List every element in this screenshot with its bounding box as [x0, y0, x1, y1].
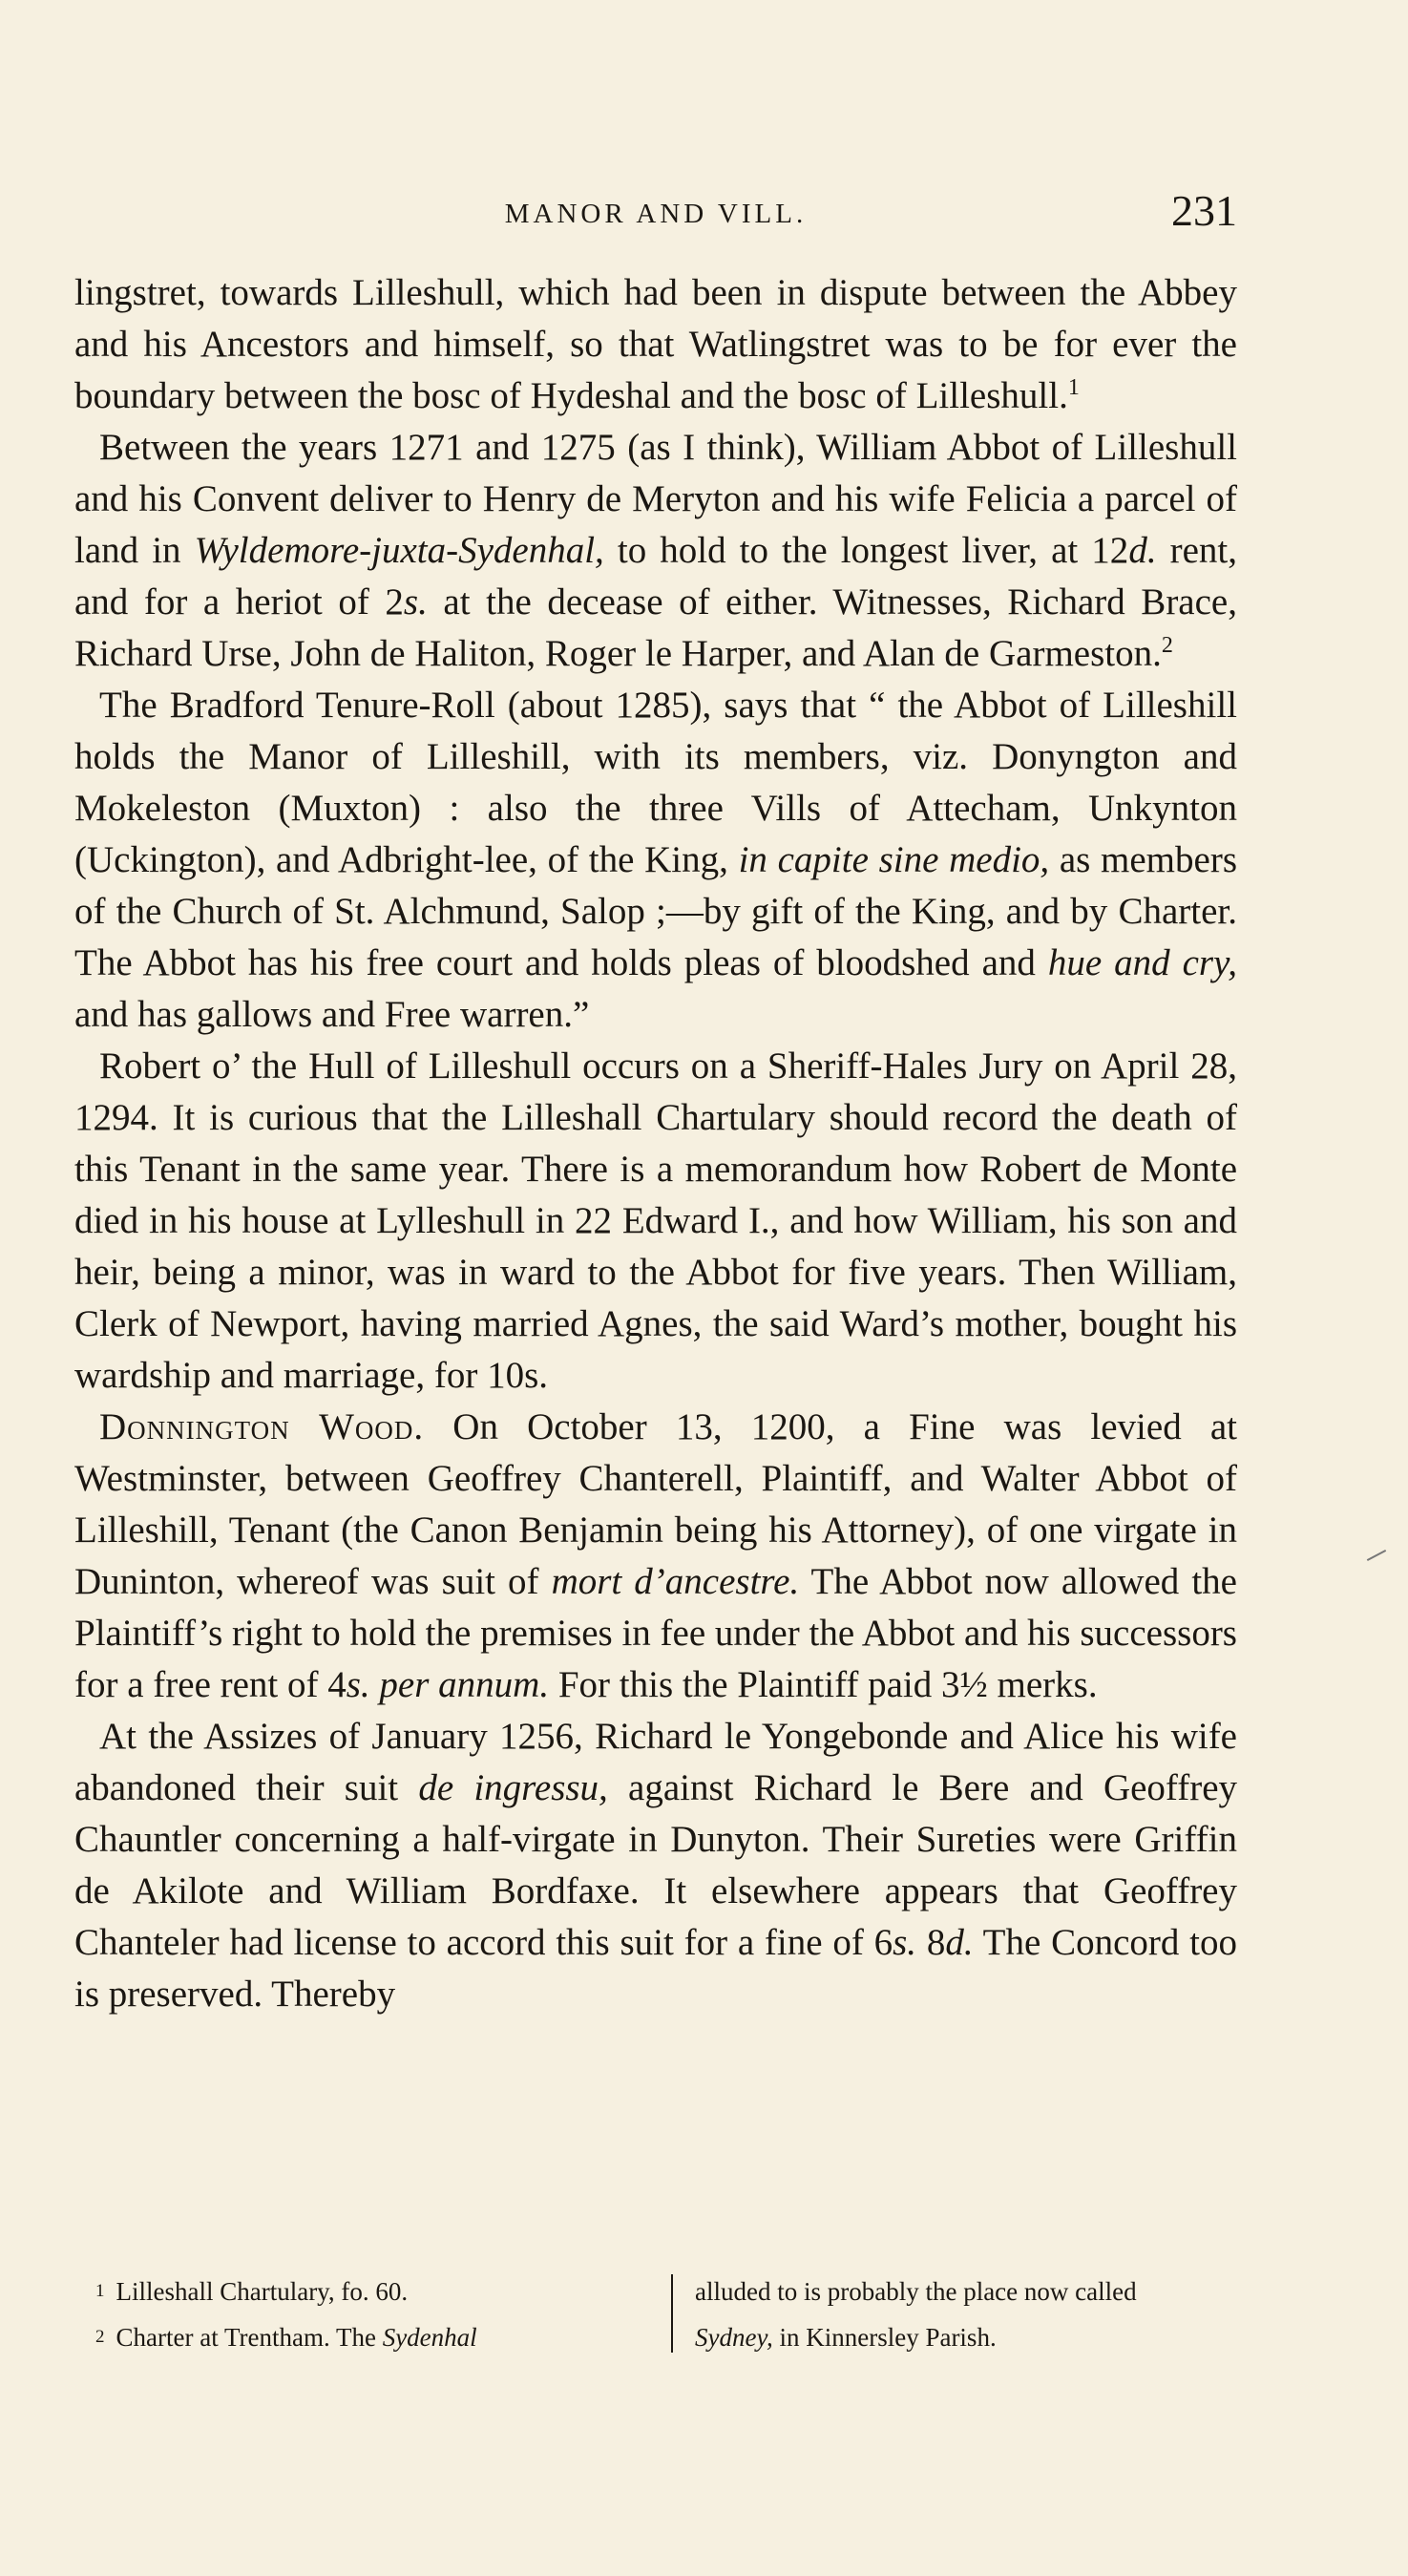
section-heading: Donnington Wood. — [99, 1406, 425, 1447]
footnote-2-cont-1: alluded to is probably the place now called — [695, 2277, 1137, 2306]
footnote-2-start: 2 Charter at Trentham. The Sydenhal — [95, 2323, 477, 2352]
footnote-1: 1 Lilleshall Chartulary, fo. 60. — [95, 2277, 409, 2306]
paragraph-6: At the Assizes of January 1256, Richard le Yongebonde and Alice his wife abandoned their suit de ingressu, against Richard le Bere and Geoffrey Chauntler concerning a half-virgate in Dunyton. Their Sureties were Griffin de Akilote and William Bordfaxe. It elsewhere appears that Geoffrey Chanteler had license to accord this suit for a fine of 6s. 8d. The Concord too is preserved. Thereby — [74, 1716, 1238, 2015]
footnote-ref-1: 1 — [1067, 375, 1080, 400]
page-header — [74, 186, 1237, 256]
footnote-2-cont-2: Sydney, in Kinnersley Parish. — [695, 2323, 997, 2352]
body-text — [74, 267, 1237, 2020]
page-number: 231 — [1171, 186, 1237, 235]
paragraph-3: The Bradford Tenure-Roll (about 1285), says that “ the Abbot of Lilleshill holds the Manor of Lilleshill, with its members, viz. Donyngton and Mokeleston (Muxton) : also the three Vills of Attecham, Unkynton (Uckington), and Adbright-lee, of the King, in capite sine medio, as members of the Church of St. Alchmund, Salop ;—by gift of the King, and by Charter. The Abbot has his free court and holds pleas of bloodshed and hue and cry, and has gallows and Free warren.” — [74, 685, 1237, 1035]
paragraph-2: Between the years 1271 and 1275 (as I think), William Abbot of Lilleshull and his Convent deliver to Henry de Meryton and his wife Felicia a parcel of land in Wyldemore-juxta-Sydenhal, to hold to the longest liver, at 12d. rent, and for a heriot of 2s. at the decease of either. Witnesses, Richard Brace, Richard Urse, John de Haliton, Roger le Harper, and Alan de Garmeston.$^2$ — [74, 427, 1237, 674]
paragraph-4: Robert o’ the Hull of Lilleshull occurs on a Sheriff-Hales Jury on April 28, 1294. It is curious that the Lilleshall Chartulary should record the death of this Tenant in the same year. There is a memorandum how Robert de Monte died in his house at Lylleshull in 22 Edward I., and how William, his son and heir, being a minor, was in ward to the Abbot for five years. Then William, Clerk of Newport, having married Agnes, the said Ward’s mother, bought his wardship and marriage, for 10s. — [74, 1045, 1237, 1396]
running-title: MANOR AND VILL. — [504, 199, 808, 229]
paragraph-1: lingstret, towards Lilleshull, which had been in dispute between the Abbey and his Ancestors and himself, so that Watlingstret was to be for ever the boundary between the bosc of Hydeshal and the bosc of Lilleshull.$^1$ — [74, 272, 1237, 416]
footnote-ref-2: 2 — [1161, 633, 1173, 658]
paragraph-5: Donnington Wood. On October 13, 1200, a Fine was levied at Westminster, between Geoffrey Chanterell, Plaintiff, and Walter Abbot of Lilleshill, Tenant (the Canon Benjamin being his Attorney), of one virgate in Duninton, whereof was suit of mort d’ancestre. The Abbot now allowed the Plaintiff’s right to hold the premises in fee under the Abbot and his successors for a free rent of 4s. per annum. For this the Plaintiff paid 3½ merks. — [74, 1406, 1237, 1705]
margin-mark — [1367, 1550, 1386, 1561]
footnote-column-divider — [671, 2274, 673, 2353]
footnotes-left-column — [95, 2269, 654, 2360]
footnotes-right-column — [695, 2269, 1237, 2360]
